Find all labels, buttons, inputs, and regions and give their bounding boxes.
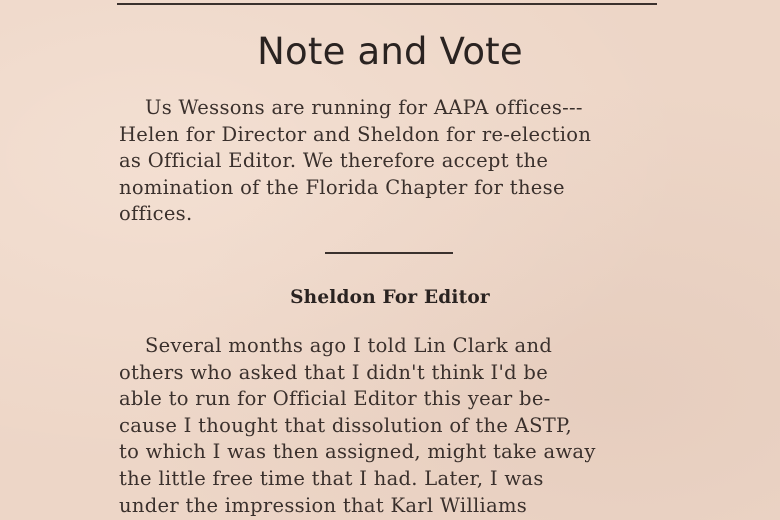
section-heading: Sheldon For Editor	[290, 287, 490, 308]
section-divider	[325, 252, 453, 254]
intro-paragraph	[119, 95, 659, 228]
body-paragraph	[119, 333, 659, 519]
top-rule	[117, 3, 657, 5]
intro-line: as Official Editor. We therefore accept the	[119, 149, 549, 173]
body-line: cause I thought that dissolution of the ASTP,	[119, 413, 573, 437]
body-line: the little free time that I had. Later, I was	[119, 466, 544, 490]
body-line: under the impression that Karl Williams	[119, 493, 528, 517]
body-line: Several months ago I told Lin Clark and	[145, 334, 553, 357]
intro-line: offices.	[119, 202, 193, 226]
body-line: others who asked that I didn't think I'd be	[119, 360, 549, 384]
intro-line: nomination of the Florida Chapter for these	[119, 175, 565, 199]
page-title: Note and Vote	[257, 30, 523, 73]
body-line: able to run for Official Editor this year be-	[119, 387, 551, 411]
body-line: to which I was then assigned, might take away	[119, 440, 596, 464]
intro-line: Helen for Director and Sheldon for re-election	[119, 122, 592, 146]
intro-line: Us Wessons are running for AAPA offices---	[145, 96, 583, 119]
